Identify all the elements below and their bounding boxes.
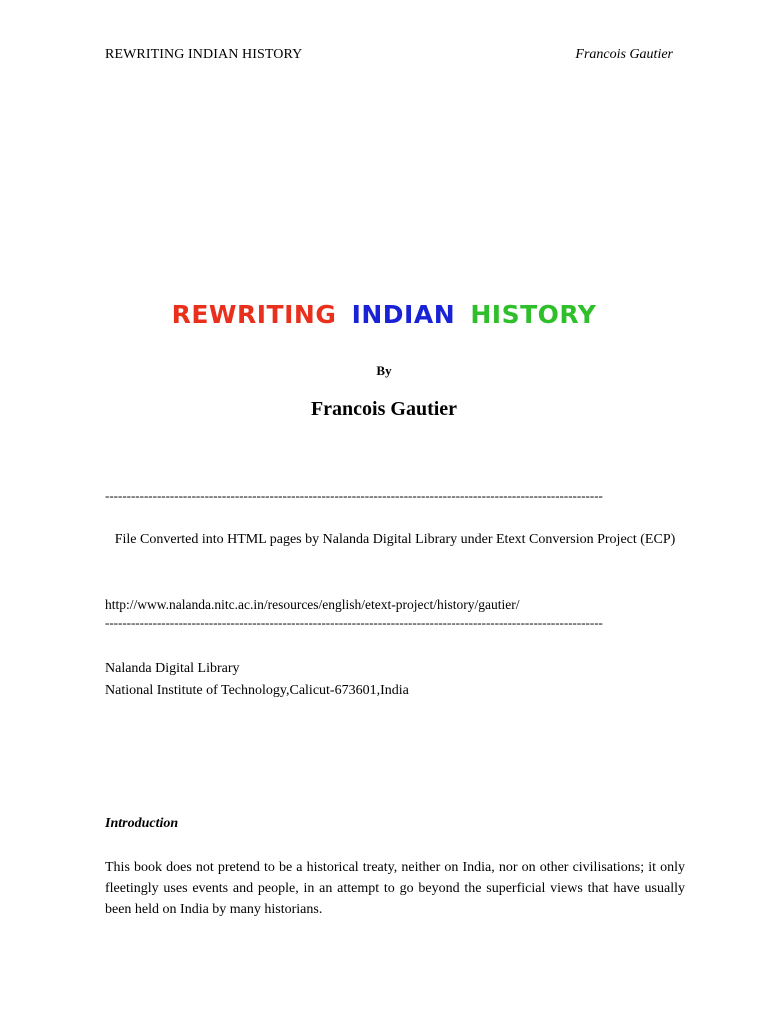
- address-line-library: Nalanda Digital Library: [105, 661, 240, 676]
- title-word-rewriting: REWRITING: [171, 300, 337, 329]
- separator-line-top: -------------------------------------------------------------------------------------------------------------------: [105, 488, 603, 503]
- byline: By: [376, 363, 392, 378]
- title-word-indian: INDIAN: [351, 300, 456, 329]
- book-title: [0, 300, 768, 329]
- author-name: Francois Gautier: [310, 398, 458, 420]
- conversion-note: File Converted into HTML pages by Nalanda Digital Library under Etext Conversion Project (ECP): [114, 532, 676, 547]
- source-url: http://www.nalanda.nitc.ac.in/resources/english/etext-project/history/gautier/: [105, 597, 520, 612]
- running-header-title: REWRITING INDIAN HISTORY: [105, 47, 303, 62]
- address-line-institute: National Institute of Technology,Calicut-673601,India: [105, 683, 409, 698]
- separator-line-bottom: -------------------------------------------------------------------------------------------------------------------: [105, 615, 603, 630]
- publisher-address: [105, 658, 409, 702]
- running-header-author: Francois Gautier: [575, 47, 673, 62]
- introduction-paragraph: This book does not pretend to be a historical treaty, neither on India, nor on other civilisations; it only fleetingly uses events and people, in an attempt to go beyond the superficial views that have usually been held on India by many historians.: [105, 860, 685, 917]
- introduction-heading: Introduction: [105, 816, 179, 831]
- title-word-history: HISTORY: [470, 300, 597, 329]
